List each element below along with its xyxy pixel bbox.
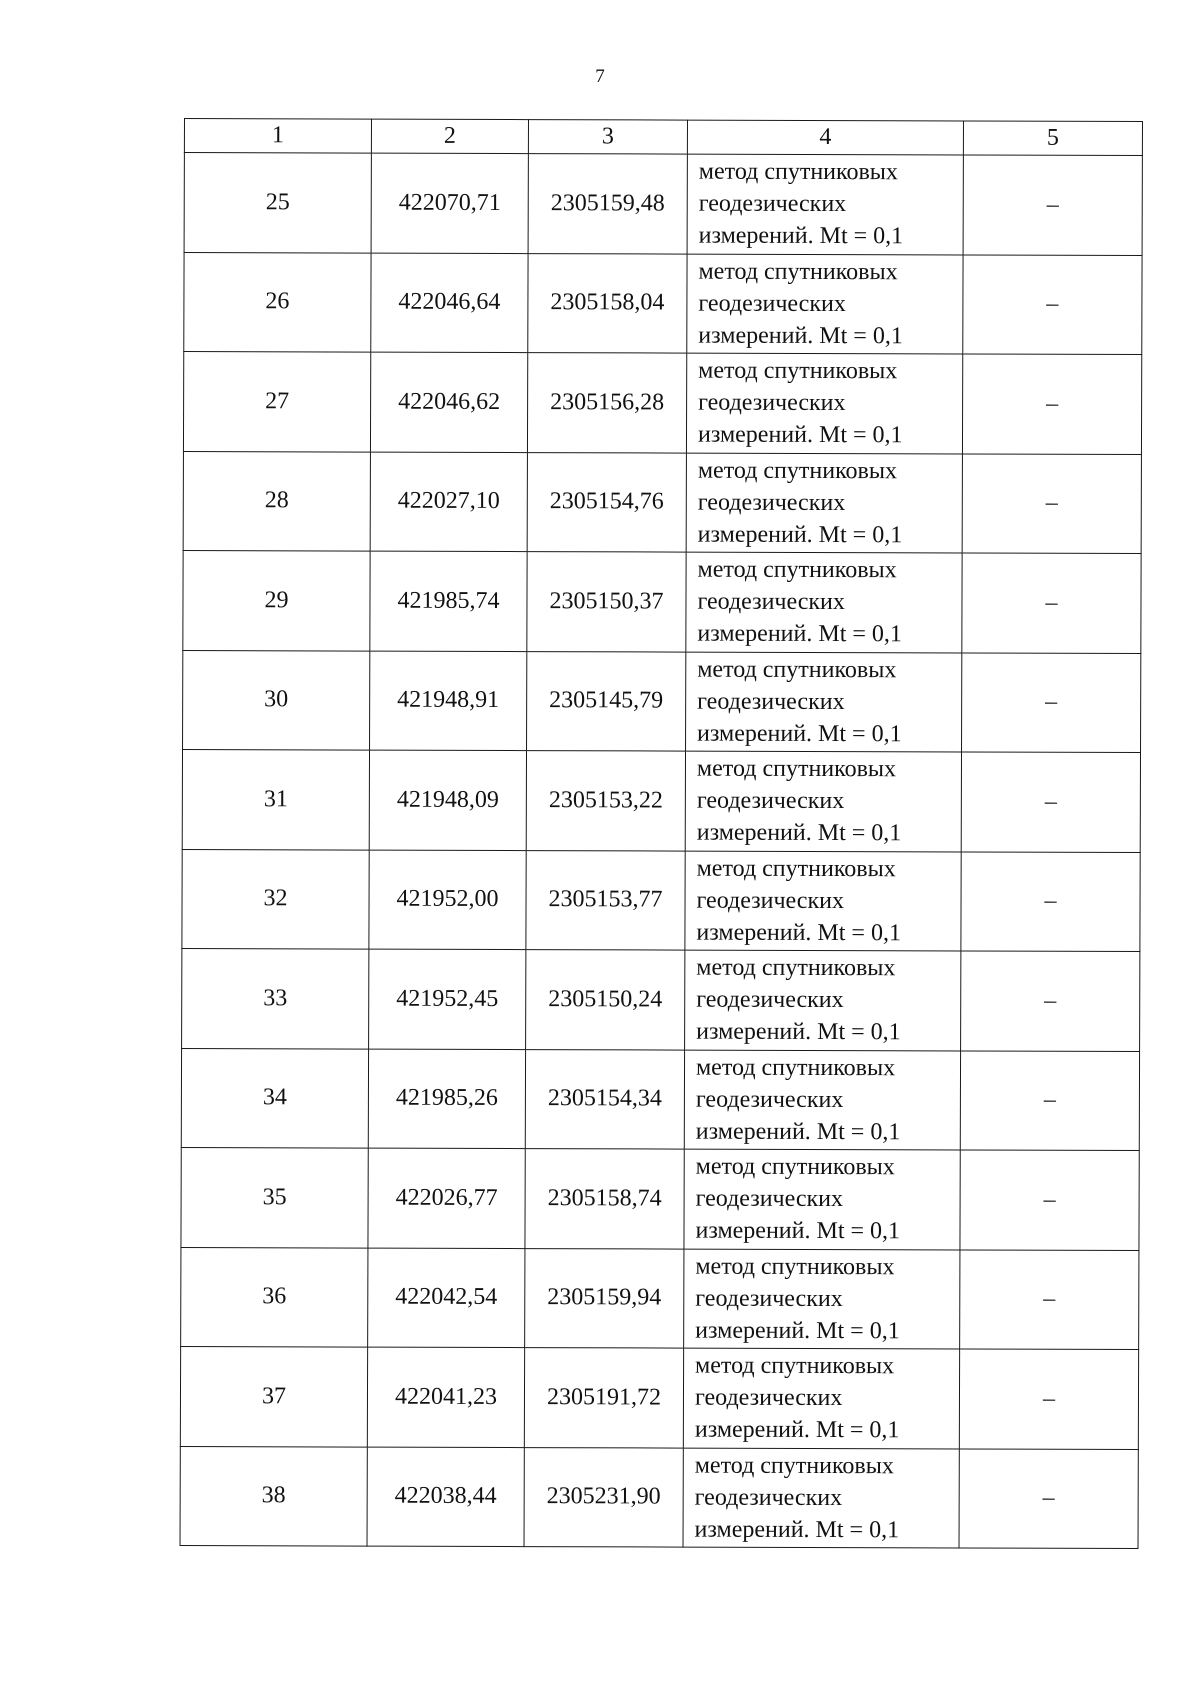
method-line: измерений. Mt = 0,1 bbox=[698, 322, 903, 350]
method-cell bbox=[687, 254, 963, 354]
method-cell bbox=[684, 1050, 960, 1150]
point-number-cell: 36 bbox=[181, 1247, 368, 1347]
x-coordinate-cell: 422042,54 bbox=[368, 1248, 525, 1348]
coordinates-table bbox=[180, 118, 1143, 1549]
table-row bbox=[181, 1147, 1139, 1250]
method-cell bbox=[686, 652, 962, 752]
column-5-cell: – bbox=[962, 553, 1141, 653]
table-header-row bbox=[184, 119, 1142, 156]
method-line: метод спутниковых bbox=[696, 954, 896, 982]
method-cell bbox=[684, 1249, 960, 1349]
method-line: геодезических bbox=[696, 787, 845, 815]
method-line: метод спутниковых bbox=[695, 1253, 895, 1280]
column-5-cell: – bbox=[962, 453, 1141, 553]
method-line: геодезических bbox=[697, 688, 845, 715]
x-coordinate-cell: 422046,64 bbox=[371, 253, 528, 353]
column-5-cell: – bbox=[961, 752, 1140, 852]
method-line: геодезических bbox=[698, 389, 846, 417]
y-coordinate-cell: 2305156,28 bbox=[527, 353, 686, 453]
table-row bbox=[183, 352, 1141, 455]
table-row bbox=[180, 1346, 1138, 1449]
method-line: метод спутниковых bbox=[695, 1054, 896, 1081]
table-row bbox=[181, 1247, 1139, 1350]
method-line: метод спутниковых bbox=[698, 357, 898, 385]
method-line: измерений. Mt = 0,1 bbox=[697, 620, 902, 648]
method-line: измерений. Mt = 0,1 bbox=[696, 819, 902, 847]
method-line: геодезических bbox=[694, 1484, 843, 1511]
column-header-4: 4 bbox=[687, 120, 963, 155]
column-header-2: 2 bbox=[371, 119, 528, 153]
column-5-cell: – bbox=[959, 1349, 1138, 1449]
x-coordinate-cell: 421952,45 bbox=[369, 949, 526, 1049]
method-cell bbox=[686, 353, 962, 453]
method-line: геодезических bbox=[695, 1185, 844, 1213]
point-number-cell: 34 bbox=[181, 1048, 368, 1148]
method-line: измерений. Mt = 0,1 bbox=[695, 1217, 901, 1245]
y-coordinate-cell: 2305159,48 bbox=[528, 154, 687, 254]
y-coordinate-cell: 2305231,90 bbox=[524, 1447, 683, 1547]
method-line: геодезических bbox=[694, 1384, 843, 1412]
y-coordinate-cell: 2305158,74 bbox=[525, 1149, 684, 1249]
point-number-cell: 35 bbox=[181, 1147, 368, 1247]
column-5-cell: – bbox=[960, 1150, 1139, 1250]
point-number-cell: 28 bbox=[183, 451, 370, 551]
method-cell bbox=[685, 950, 961, 1050]
method-cell bbox=[684, 1149, 960, 1249]
method-line: геодезических bbox=[697, 489, 846, 516]
method-cell bbox=[686, 453, 962, 553]
x-coordinate-cell: 422041,23 bbox=[367, 1347, 524, 1447]
point-number-cell: 33 bbox=[182, 948, 369, 1048]
method-line: измерений. Mt = 0,1 bbox=[695, 1118, 901, 1146]
column-header-3: 3 bbox=[528, 120, 687, 154]
column-header-5: 5 bbox=[963, 121, 1142, 156]
x-coordinate-cell: 422046,62 bbox=[370, 352, 527, 452]
point-number-cell: 29 bbox=[183, 550, 370, 650]
method-line: метод спутниковых bbox=[697, 656, 897, 683]
method-line: геодезических bbox=[695, 1086, 844, 1113]
method-line: измерений. Mt = 0,1 bbox=[698, 222, 904, 250]
table-row bbox=[183, 550, 1141, 653]
y-coordinate-cell: 2305158,04 bbox=[528, 253, 687, 353]
method-line: измерений. Mt = 0,1 bbox=[697, 421, 903, 449]
method-line: метод спутниковых bbox=[696, 855, 896, 882]
method-line: геодезических bbox=[696, 887, 845, 914]
table-row bbox=[182, 749, 1140, 852]
method-line: измерений. Mt = 0,1 bbox=[694, 1516, 900, 1544]
method-line: метод спутниковых bbox=[698, 158, 898, 186]
method-line: метод спутниковых bbox=[695, 1153, 895, 1181]
x-coordinate-cell: 421948,09 bbox=[369, 750, 526, 850]
y-coordinate-cell: 2305153,77 bbox=[526, 850, 685, 950]
method-line: измерений. Mt = 0,1 bbox=[696, 919, 902, 947]
x-coordinate-cell: 422038,44 bbox=[367, 1447, 524, 1547]
method-cell bbox=[686, 552, 962, 652]
column-5-cell: – bbox=[961, 851, 1140, 951]
y-coordinate-cell: 2305150,24 bbox=[526, 950, 685, 1050]
table-row bbox=[181, 1048, 1139, 1151]
point-number-cell: 31 bbox=[182, 749, 369, 849]
table-row bbox=[184, 153, 1142, 256]
y-coordinate-cell: 2305150,37 bbox=[527, 552, 686, 652]
method-line: метод спутниковых bbox=[696, 755, 897, 783]
point-number-cell: 38 bbox=[180, 1446, 367, 1546]
point-number-cell: 32 bbox=[182, 849, 369, 949]
column-5-cell: – bbox=[960, 1050, 1139, 1150]
x-coordinate-cell: 422026,77 bbox=[368, 1148, 525, 1248]
point-number-cell: 25 bbox=[184, 153, 371, 253]
point-number-cell: 37 bbox=[180, 1346, 367, 1446]
table-row bbox=[182, 948, 1140, 1051]
y-coordinate-cell: 2305145,79 bbox=[527, 651, 686, 751]
method-line: измерений. Mt = 0,1 bbox=[696, 1018, 901, 1046]
method-line: геодезических bbox=[696, 986, 844, 1014]
column-5-cell: – bbox=[963, 254, 1142, 354]
method-line: геодезических bbox=[698, 190, 847, 218]
column-5-cell: – bbox=[962, 652, 1141, 752]
column-header-1: 1 bbox=[184, 119, 371, 154]
x-coordinate-cell: 421952,00 bbox=[369, 850, 526, 950]
y-coordinate-cell: 2305153,22 bbox=[526, 751, 685, 851]
method-line: метод спутниковых bbox=[695, 1352, 895, 1380]
method-line: геодезических bbox=[695, 1285, 843, 1312]
column-5-cell: – bbox=[961, 951, 1140, 1051]
page-number: 7 bbox=[595, 66, 605, 87]
x-coordinate-cell: 421948,91 bbox=[370, 651, 527, 751]
method-line: измерений. Mt = 0,1 bbox=[694, 1416, 900, 1444]
x-coordinate-cell: 422027,10 bbox=[370, 452, 527, 552]
method-line: метод спутниковых bbox=[697, 457, 898, 484]
point-number-cell: 26 bbox=[184, 252, 371, 352]
column-5-cell: – bbox=[962, 354, 1141, 454]
table-row bbox=[182, 849, 1140, 952]
method-line: геодезических bbox=[698, 290, 846, 317]
method-line: метод спутниковых bbox=[698, 258, 898, 285]
x-coordinate-cell: 422070,71 bbox=[371, 153, 528, 253]
column-5-cell: – bbox=[959, 1448, 1138, 1548]
method-cell bbox=[685, 851, 961, 951]
method-cell bbox=[685, 751, 961, 851]
method-line: измерений. Mt = 0,1 bbox=[697, 720, 902, 748]
table-body bbox=[180, 153, 1142, 1549]
table-row bbox=[184, 252, 1142, 355]
point-number-cell: 30 bbox=[183, 650, 370, 750]
table-row bbox=[180, 1446, 1138, 1549]
method-cell bbox=[683, 1448, 959, 1548]
y-coordinate-cell: 2305191,72 bbox=[524, 1348, 683, 1448]
method-line: измерений. Mt = 0,1 bbox=[695, 1317, 900, 1345]
method-line: геодезических bbox=[697, 588, 845, 616]
y-coordinate-cell: 2305159,94 bbox=[525, 1248, 684, 1348]
x-coordinate-cell: 421985,74 bbox=[370, 551, 527, 651]
method-line: измерений. Mt = 0,1 bbox=[697, 521, 903, 549]
column-5-cell: – bbox=[963, 155, 1142, 255]
x-coordinate-cell: 421985,26 bbox=[368, 1049, 525, 1149]
column-5-cell: – bbox=[960, 1249, 1139, 1349]
table-row bbox=[183, 451, 1141, 554]
method-line: метод спутниковых bbox=[697, 556, 897, 584]
y-coordinate-cell: 2305154,76 bbox=[527, 452, 686, 552]
method-cell bbox=[687, 154, 963, 254]
method-cell bbox=[683, 1348, 959, 1448]
table-row bbox=[183, 650, 1141, 753]
point-number-cell: 27 bbox=[183, 352, 370, 452]
method-line: метод спутниковых bbox=[694, 1452, 894, 1479]
y-coordinate-cell: 2305154,34 bbox=[525, 1049, 684, 1149]
